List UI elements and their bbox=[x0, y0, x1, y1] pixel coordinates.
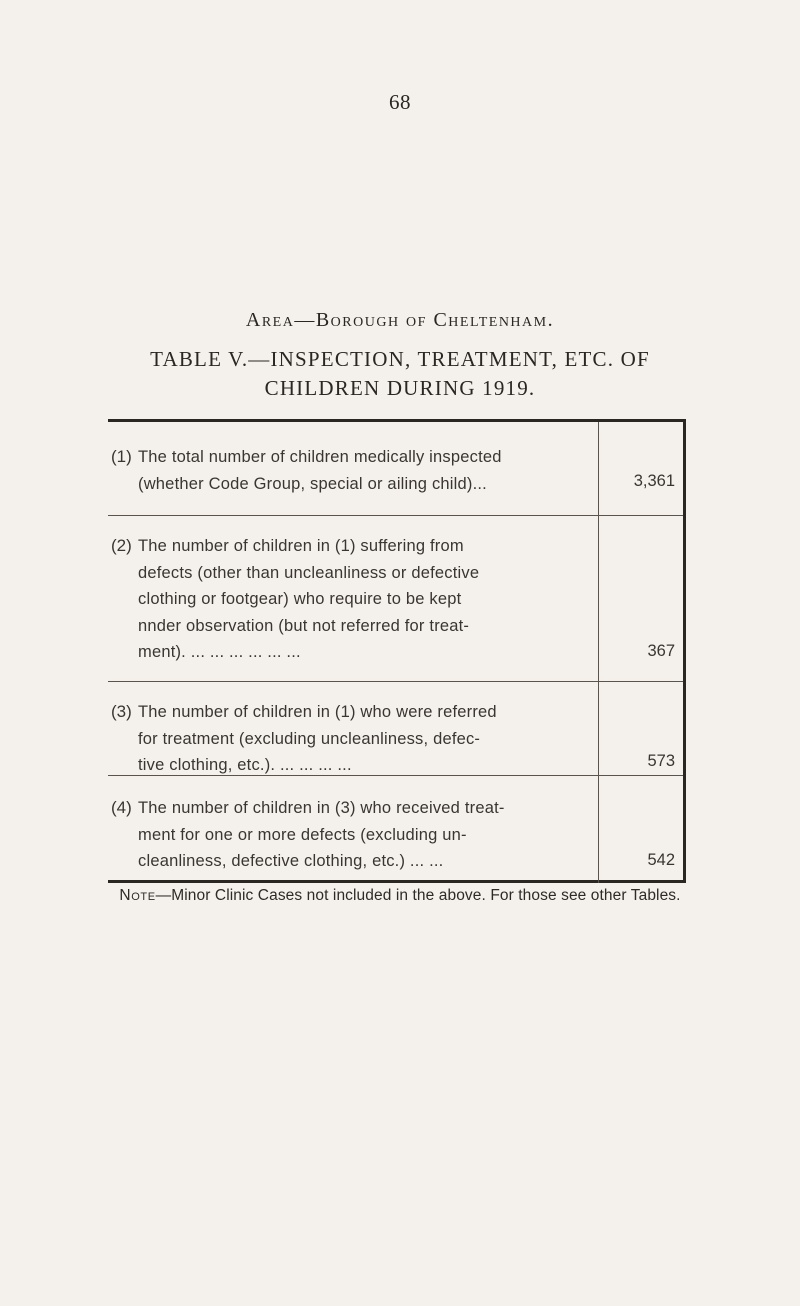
footnote bbox=[0, 887, 800, 905]
row-text-line: The number of children in (1) suffering from bbox=[138, 537, 464, 555]
row-text-line: nnder observation (but not referred for treat- bbox=[138, 616, 470, 635]
inspection-table bbox=[108, 419, 686, 883]
row-value: 367 bbox=[647, 642, 675, 660]
table-row bbox=[108, 775, 683, 883]
table-title bbox=[0, 345, 800, 403]
row-text-line: for treatment (excluding uncleanliness, defec- bbox=[138, 729, 481, 748]
row-text-line: ment for one or more defects (excluding un- bbox=[138, 825, 467, 844]
table-row bbox=[108, 422, 683, 515]
row-number: (1) bbox=[111, 447, 132, 466]
row-text-line: The total number of children medically inspected bbox=[138, 448, 502, 466]
row-text-line: ment). ... ... ... ... ... ... bbox=[138, 643, 301, 661]
row-number: (2) bbox=[111, 536, 132, 555]
row-text-line: defects (other than uncleanliness or defective bbox=[138, 563, 480, 582]
row-value: 573 bbox=[647, 752, 675, 770]
row-value: 542 bbox=[647, 851, 675, 869]
table-row bbox=[108, 515, 683, 681]
row-description bbox=[138, 533, 590, 666]
table-row bbox=[108, 681, 683, 775]
table-title-line-2: CHILDREN DURING 1919. bbox=[264, 376, 536, 400]
note-text: —Minor Clinic Cases not included in the above. For those see other Tables. bbox=[155, 887, 681, 904]
row-text-line: cleanliness, defective clothing, etc.) ... ... bbox=[138, 852, 444, 870]
row-text-line: tive clothing, etc.). ... ... ... ... bbox=[138, 756, 352, 774]
row-description bbox=[138, 699, 590, 779]
table-title-line-1: TABLE V.—INSPECTION, TREATMENT, ETC. OF bbox=[150, 347, 650, 371]
row-text-line: The number of children in (3) who received treat- bbox=[138, 799, 505, 817]
row-text-line: (whether Code Group, special or ailing child)... bbox=[138, 474, 487, 493]
row-number: (4) bbox=[111, 798, 132, 817]
row-description bbox=[138, 444, 590, 497]
note-label: Note bbox=[119, 887, 156, 904]
row-text-line: The number of children in (1) who were referred bbox=[138, 703, 497, 721]
row-number: (3) bbox=[111, 702, 132, 721]
row-value: 3,361 bbox=[633, 472, 675, 490]
area-heading: Area—Borough of Cheltenham. bbox=[245, 309, 555, 331]
page-number: 68 bbox=[389, 90, 411, 114]
row-text-line: clothing or footgear) who require to be kept bbox=[138, 590, 462, 608]
row-description bbox=[138, 795, 590, 875]
